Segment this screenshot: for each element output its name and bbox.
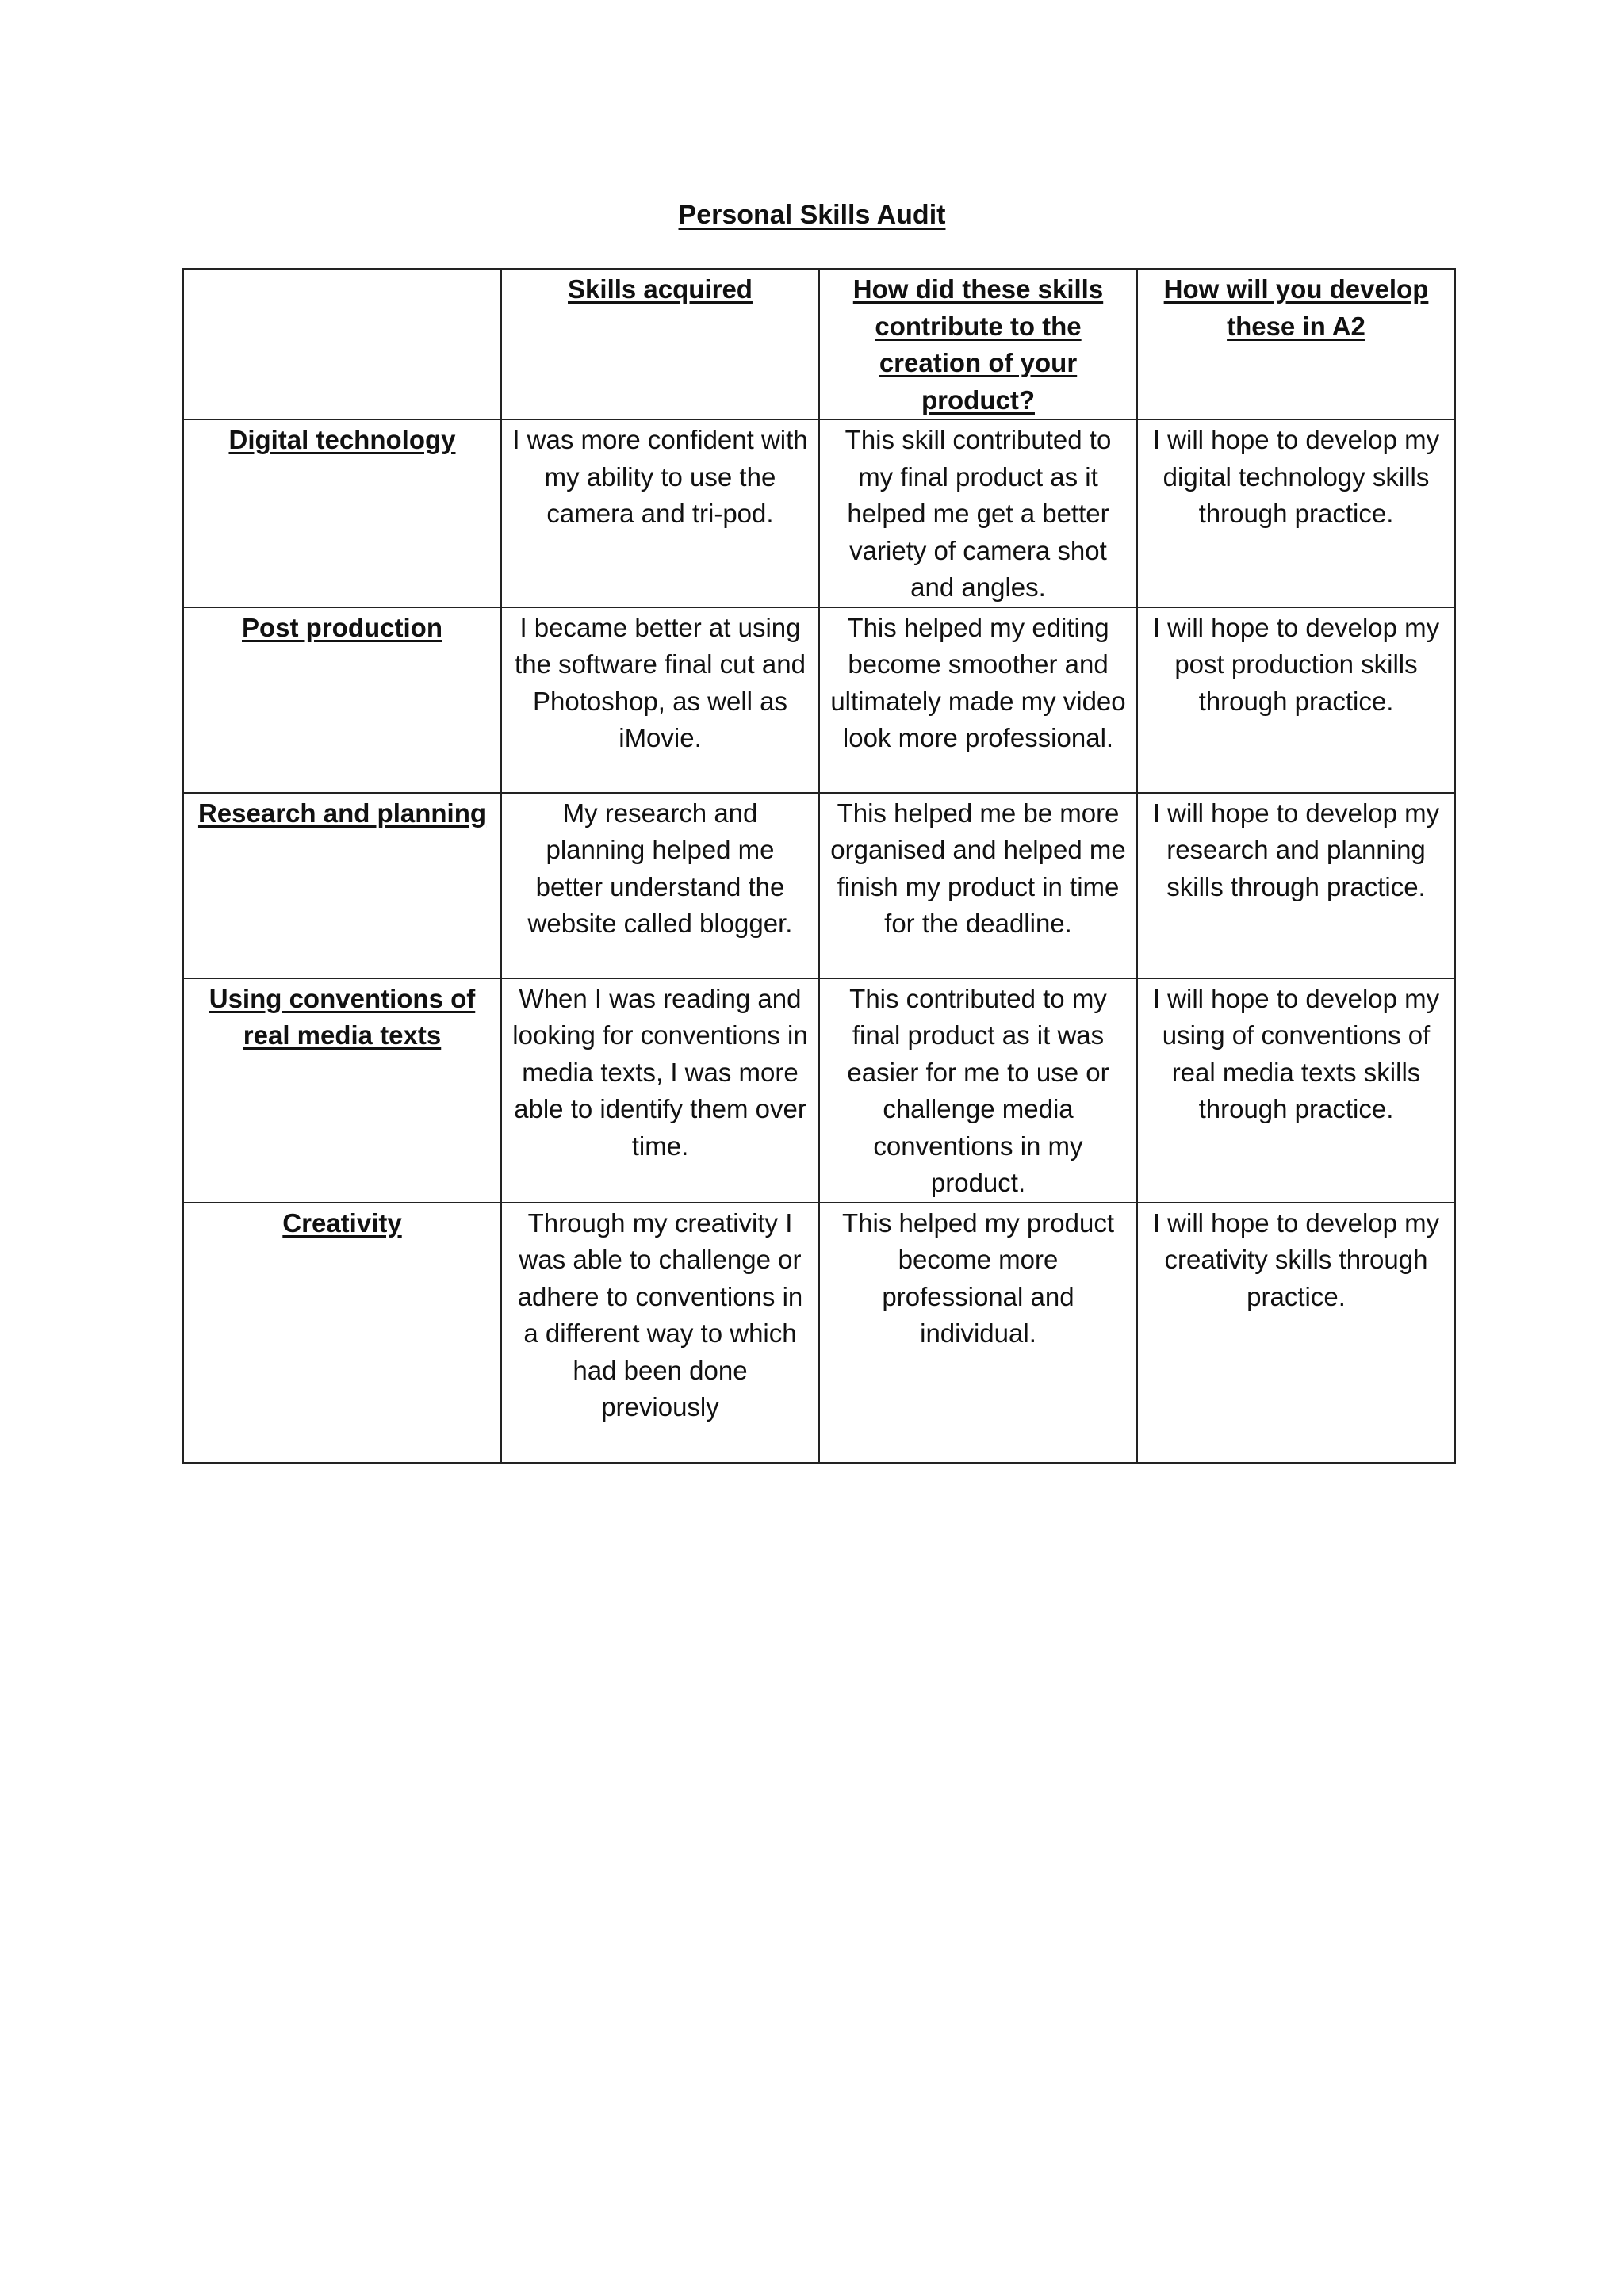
row-label: Creativity	[183, 1203, 501, 1463]
development-cell: I will hope to develop my post production skills through practice.	[1137, 607, 1455, 793]
table-row	[183, 419, 1455, 607]
row-label: Digital technology	[183, 419, 501, 607]
development-cell: I will hope to develop my creativity skills through practice.	[1137, 1203, 1455, 1463]
table-row	[183, 793, 1455, 978]
skills-cell: My research and planning helped me better understand the website called blogger.	[501, 793, 819, 978]
header-skills-acquired: Skills acquired	[501, 269, 819, 419]
development-cell: I will hope to develop my using of conventions of real media texts skills through practice.	[1137, 978, 1455, 1203]
skills-cell: I became better at using the software final cut and Photoshop, as well as iMovie.	[501, 607, 819, 793]
row-label: Research and planning	[183, 793, 501, 978]
header-development: How will you develop these in A2	[1137, 269, 1455, 419]
table-row	[183, 1203, 1455, 1463]
header-contribution: How did these skills contribute to the creation of your product?	[819, 269, 1137, 419]
skills-cell: Through my creativity I was able to challenge or adhere to conventions in a different way to which had been done previously	[501, 1203, 819, 1463]
development-cell: I will hope to develop my digital technology skills through practice.	[1137, 419, 1455, 607]
header-cell-blank	[183, 269, 501, 419]
table-header-row	[183, 269, 1455, 419]
skills-audit-table	[182, 268, 1456, 1464]
row-label: Post production	[183, 607, 501, 793]
table-row	[183, 978, 1455, 1203]
page-title: Personal Skills Audit	[678, 200, 946, 230]
contribution-cell: This helped my product become more professional and individual.	[819, 1203, 1137, 1463]
skills-cell: I was more confident with my ability to use the camera and tri-pod.	[501, 419, 819, 607]
development-cell: I will hope to develop my research and planning skills through practice.	[1137, 793, 1455, 978]
row-label: Using conventions of real media texts	[183, 978, 501, 1203]
contribution-cell: This contributed to my final product as it was easier for me to use or challenge media conventions in my product.	[819, 978, 1137, 1203]
contribution-cell: This helped my editing become smoother and ultimately made my video look more professional.	[819, 607, 1137, 793]
table-row	[183, 607, 1455, 793]
skills-cell: When I was reading and looking for conventions in media texts, I was more able to identify them over time.	[501, 978, 819, 1203]
contribution-cell: This helped me be more organised and helped me finish my product in time for the deadline.	[819, 793, 1137, 978]
contribution-cell: This skill contributed to my final product as it helped me get a better variety of camera shot and angles.	[819, 419, 1137, 607]
